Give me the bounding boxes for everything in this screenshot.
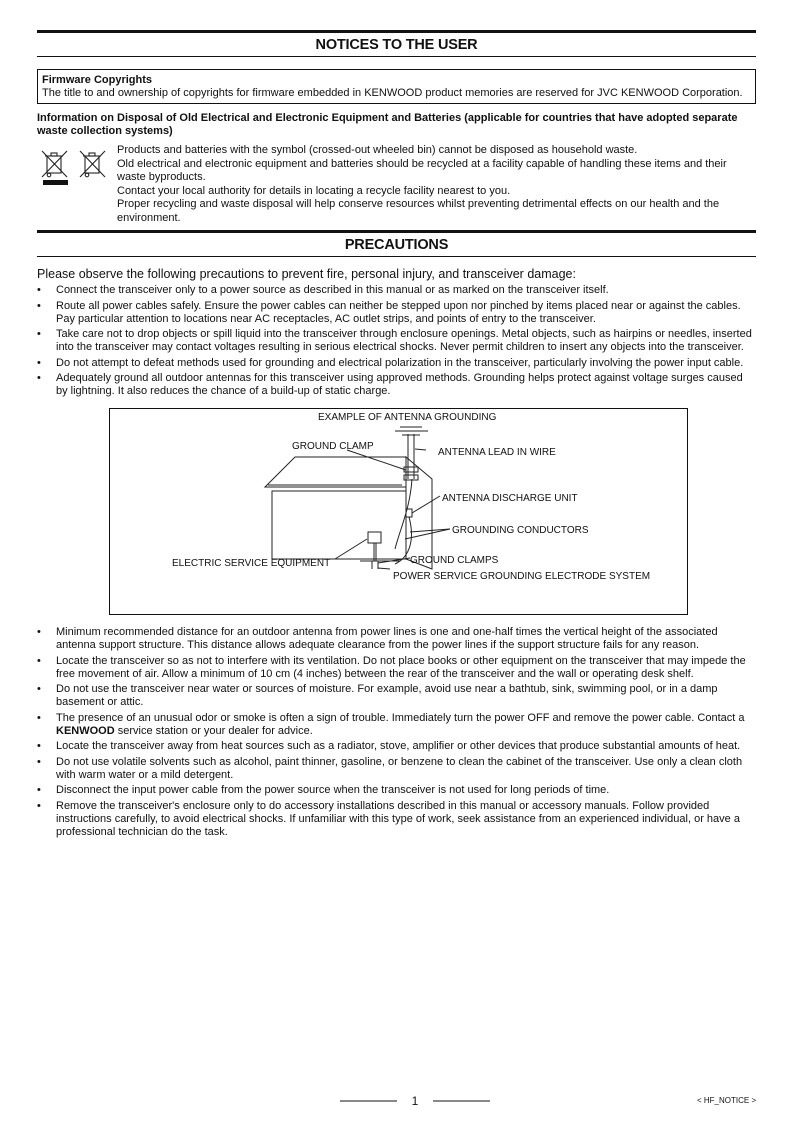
list-item: • Locate the transceiver so as not to interfere with its ventilation. Do not place books or other equipment on the transceiver that may impede the free movement of air. Allow a minimum of 10 cm (4 inches) between the rear of the transceiver and the wall or operating desk shelf. [37, 655, 756, 681]
figure-title: EXAMPLE OF ANTENNA GROUNDING [318, 412, 497, 423]
list-item: • Connect the transceiver only to a power source as described in this manual or as marked on the transceiver itself. [37, 284, 756, 297]
header-rule-thin [37, 56, 756, 57]
firmware-heading: Firmware Copyrights [42, 74, 153, 86]
list-item: • The presence of an unusual odor or smoke is often a sign of trouble. Immediately turn the power OFF and remove the power cable. Contact a KENWOOD service station or your dealer for advice. [37, 712, 756, 738]
disposal-line: Old electrical and electronic equipment and batteries should be recycled at a facility capable of handling these items and their waste byproducts. [117, 157, 727, 183]
disposal-line: Contact your local authority for details in locating a recycle facility nearest to you. [117, 184, 511, 197]
notices-header [37, 30, 756, 57]
precautions-intro: Please observe the following precautions to prevent fire, personal injury, and transceiver damage: [37, 267, 576, 281]
precautions-list-a [37, 284, 756, 398]
firmware-text: The title to and ownership of copyrights for firmware embedded in KENWOOD product memories are reserved for JVC KENWOOD Corporation. [42, 87, 743, 99]
list-item: • Do not attempt to defeat methods used for grounding and electrical polarization in the transceiver, particularly involving the power input cable. [37, 357, 756, 370]
firmware-copyrights-box [37, 69, 756, 104]
disposal-heading: Information on Disposal of Old Electrical and Electronic Equipment and Batteries (applicable for countries that have adopted separate waste collection systems) [37, 112, 738, 137]
list-item: • Locate the transceiver away from heat sources such as a radiator, stove, amplifier or other devices that produce substantial amounts of heat. [37, 740, 756, 753]
label-antenna-discharge-unit: ANTENNA DISCHARGE UNIT [442, 493, 578, 504]
notices-title: NOTICES TO THE USER [315, 37, 478, 53]
document-code: < HF_NOTICE > [697, 1096, 757, 1105]
label-ground-clamp: GROUND CLAMP [292, 441, 374, 452]
crossed-out-wheeled-bin-icon [40, 148, 110, 194]
precautions-header [37, 230, 756, 257]
label-ground-clamps: GROUND CLAMPS [410, 555, 499, 566]
disposal-line: Products and batteries with the symbol (crossed-out wheeled bin) cannot be disposed as household waste. [117, 144, 638, 156]
disposal-line: Proper recycling and waste disposal will help conserve resources whilst preventing detrimental effects on our health and the environment. [117, 198, 720, 224]
disposal-text [117, 144, 756, 225]
footer-rule-right [433, 1100, 490, 1102]
precautions-title: PRECAUTIONS [344, 237, 449, 253]
disposal-section [37, 144, 756, 222]
page-number: 1 [411, 1094, 419, 1108]
header-rule-thick [37, 30, 756, 33]
list-item: • Disconnect the input power cable from the power source when the transceiver is not used for long periods of time. [37, 784, 756, 797]
list-item: • Do not use volatile solvents such as alcohol, paint thinner, gasoline, or benzene to clean the cabinet of the transceiver. Use only a clean cloth with warm water or a mild detergent. [37, 756, 756, 782]
brand-name: KENWOOD [56, 724, 115, 737]
footer-rule-left [340, 1100, 397, 1102]
antenna-grounding-figure [109, 408, 688, 615]
list-item: • Do not use the transceiver near water or sources of moisture. For example, avoid use near a bathtub, sink, swimming pool, or in a damp basement or attic. [37, 683, 756, 709]
label-antenna-lead-in-wire: ANTENNA LEAD IN WIRE [438, 447, 556, 458]
list-item: • Adequately ground all outdoor antennas for this transceiver using approved methods. Grounding helps protect against voltage surges caused by lightning. It also reduces the chance of a build-up of static charge. [37, 372, 756, 398]
header-rule-thick [37, 230, 756, 233]
list-item: • Take care not to drop objects or spill liquid into the transceiver through enclosure openings. Metal objects, such as hairpins or needles, inserted into the transceiver may contact voltages resulting in serious electrical shocks. Never permit children to insert any objects into the transceiver. [37, 328, 756, 354]
label-electric-service-equipment: ELECTRIC SERVICE EQUIPMENT [172, 558, 331, 569]
list-item: • Remove the transceiver's enclosure only to do accessory installations described in this manual or accessory manuals. Follow provided instructions carefully, to avoid electrical shocks. If unfamiliar with this type of work, seek assistance from an experienced individual, or have a professional technician do the task. [37, 800, 756, 839]
header-rule-thin [37, 256, 756, 257]
document-page [37, 30, 756, 841]
label-grounding-conductors: GROUNDING CONDUCTORS [452, 525, 589, 536]
list-item: • Minimum recommended distance for an outdoor antenna from power lines is one and one-half times the vertical height of the associated antenna support structure. This distance allows adequate clearance from the power lines if the support structure fails for any reason. [37, 626, 756, 652]
antenna-grounding-diagram [110, 409, 687, 614]
precautions-list-b [37, 626, 756, 839]
list-item: • Route all power cables safely. Ensure the power cables can neither be stepped upon nor pinched by items placed near or against the cables. Pay particular attention to locations near AC receptacles, AC outlet strips, and points of entry to the transceiver. [37, 300, 756, 326]
label-grounding-electrode-system: POWER SERVICE GROUNDING ELECTRODE SYSTEM [393, 571, 651, 582]
